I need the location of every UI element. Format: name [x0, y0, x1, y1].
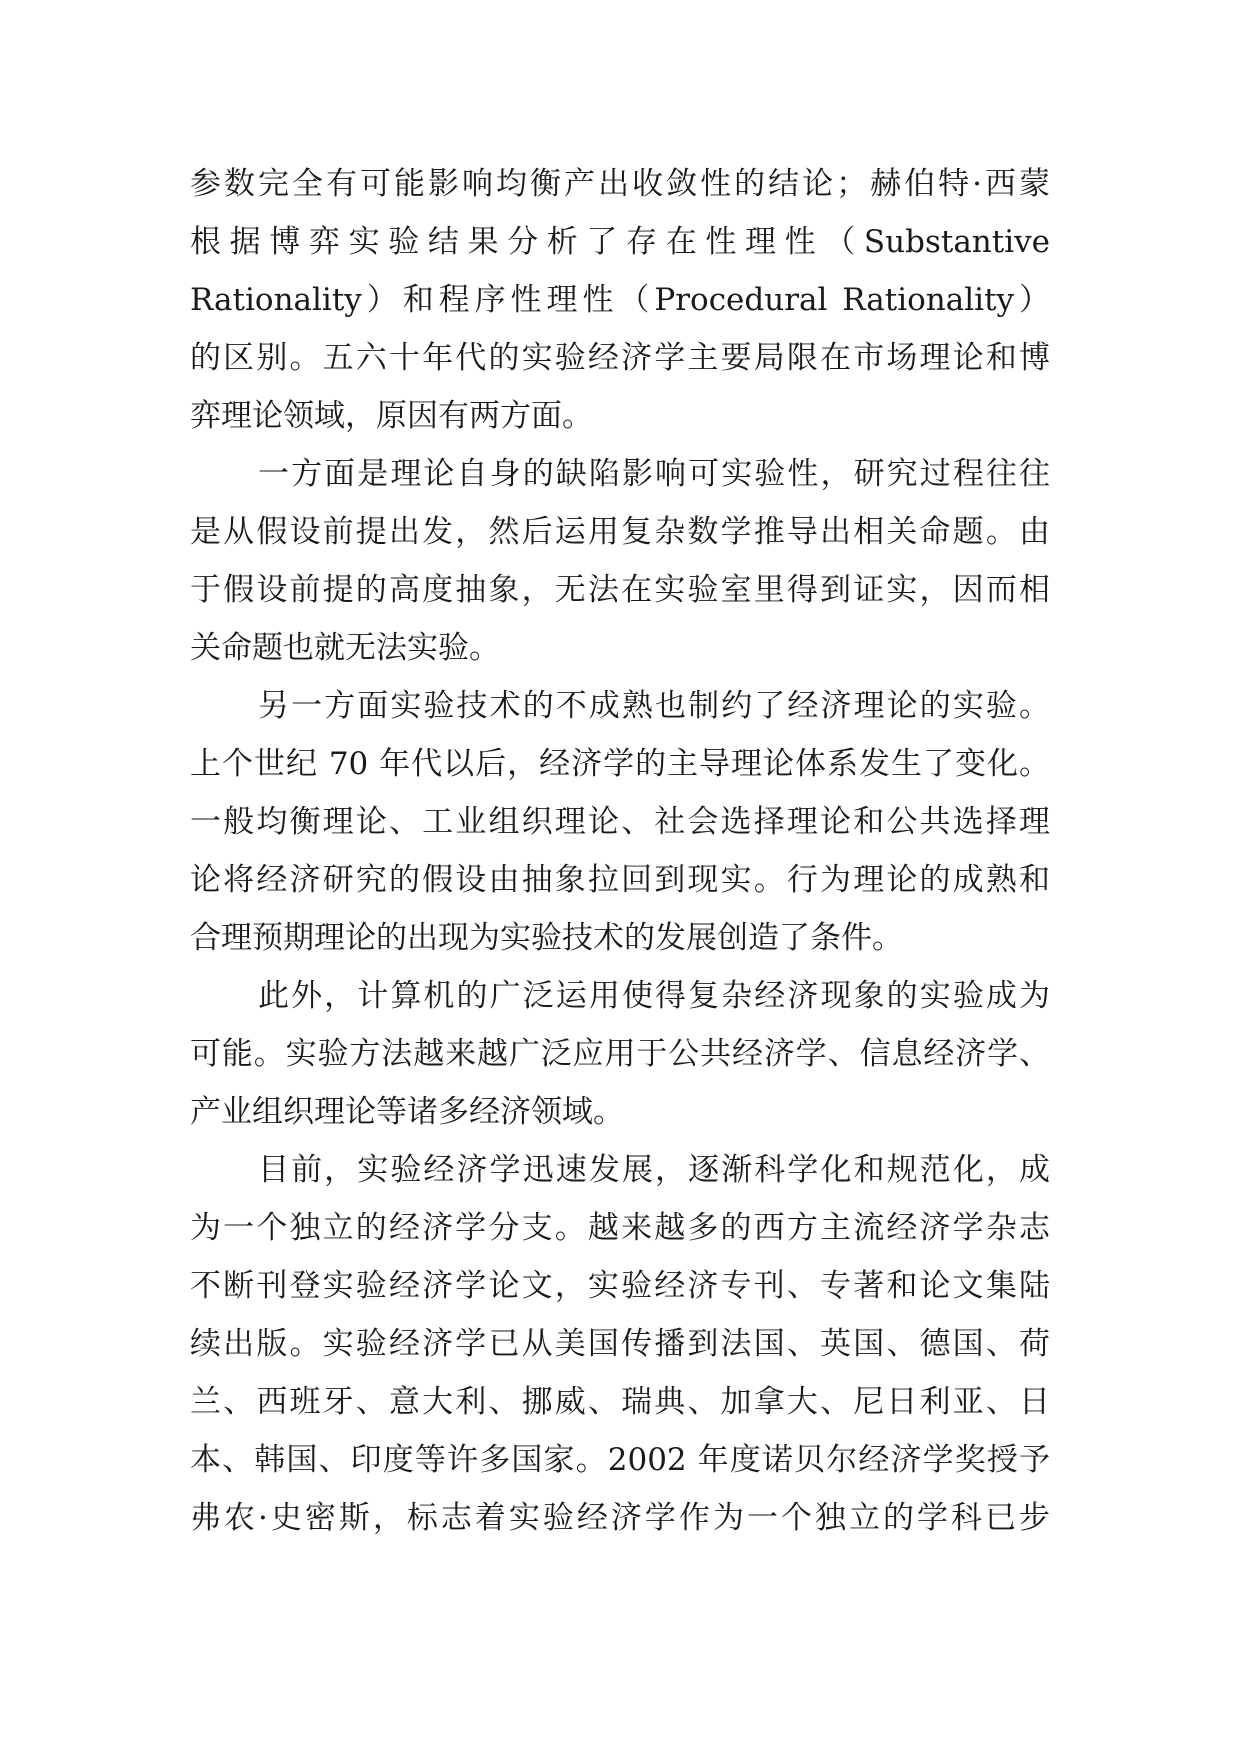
text-line: 目前，实验经济学迅速发展，逐渐科学化和规范化，成 — [258, 1152, 1050, 1188]
text-line: 弗农·史密斯，标志着实验经济学作为一个独立的学科已步 — [190, 1500, 1050, 1536]
text-line: 于假设前提的高度抽象，无法在实验室里得到证实，因而相 — [190, 572, 1050, 608]
text-line: 根据博弈实验结果分析了存在性理性（Substantive — [190, 224, 1050, 260]
body-text — [190, 155, 1050, 1547]
text-line: 为一个独立的经济学分支。越来越多的西方主流经济学杂志 — [190, 1210, 1050, 1246]
text-line: 本、韩国、印度等许多国家。2002 年度诺贝尔经济学奖授予 — [190, 1442, 1050, 1478]
text-line: 论将经济研究的假设由抽象拉回到现实。行为理论的成熟和 — [190, 862, 1050, 898]
text-line: 合理预期理论的出现为实验技术的发展创造了条件。 — [190, 920, 903, 956]
text-line: 一方面是理论自身的缺陷影响可实验性，研究过程往往 — [258, 456, 1050, 492]
text-line: 产业组织理论等诸多经济领域。 — [190, 1094, 624, 1130]
text-line: 上个世纪 70 年代以后，经济学的主导理论体系发生了变化。 — [190, 746, 1050, 782]
text-line: 的区别。五六十年代的实验经济学主要局限在市场理论和博 — [190, 340, 1050, 376]
text-line: 兰、西班牙、意大利、挪威、瑞典、加拿大、尼日利亚、日 — [190, 1384, 1050, 1420]
text-line: 一般均衡理论、工业组织理论、社会选择理论和公共选择理 — [190, 804, 1050, 840]
text-line: 可能。实验方法越来越广泛应用于公共经济学、信息经济学、 — [190, 1036, 1050, 1072]
text-line: 参数完全有可能影响均衡产出收敛性的结论；赫伯特·西蒙 — [190, 166, 1050, 202]
text-line: 不断刊登实验经济学论文，实验经济专刊、专著和论文集陆 — [190, 1268, 1050, 1304]
text-line: 另一方面实验技术的不成熟也制约了经济理论的实验。 — [258, 688, 1050, 724]
text-line: 关命题也就无法实验。 — [190, 630, 500, 666]
text-line: 续出版。实验经济学已从美国传播到法国、英国、德国、荷 — [190, 1326, 1050, 1362]
text-line: Rationality）和程序性理性（Procedural Rationality） — [190, 282, 1050, 318]
text-line: 此外，计算机的广泛运用使得复杂经济现象的实验成为 — [258, 978, 1050, 1014]
text-line: 是从假设前提出发，然后运用复杂数学推导出相关命题。由 — [190, 514, 1050, 550]
text-line: 弈理论领域，原因有两方面。 — [190, 398, 593, 434]
